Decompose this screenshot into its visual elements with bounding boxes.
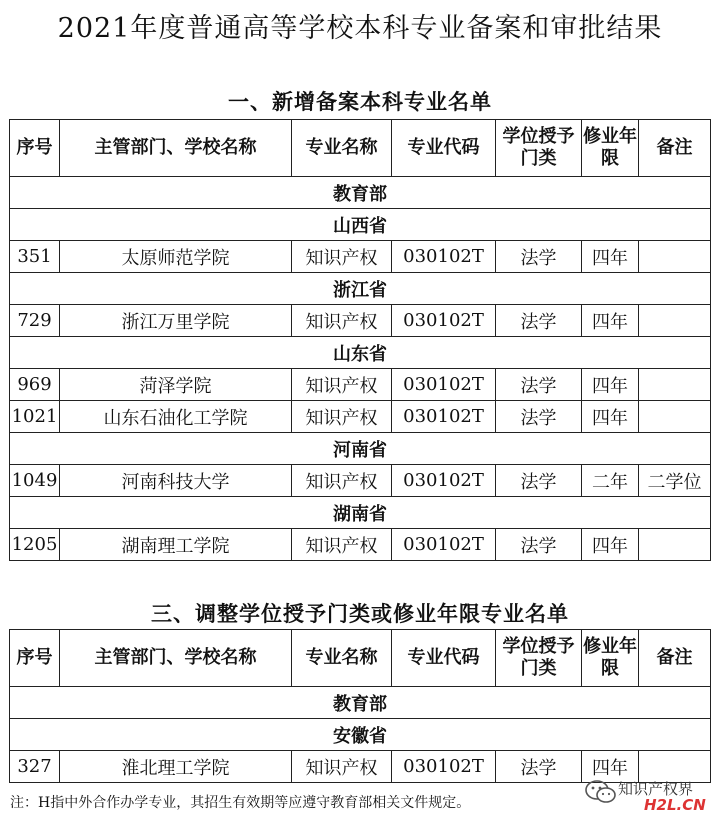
header-degree-category: 学位授予门类	[496, 120, 582, 177]
cell-remarks	[639, 241, 711, 273]
cell-school: 太原师范学院	[60, 241, 292, 273]
cell-remarks	[639, 305, 711, 337]
header-row	[10, 630, 711, 687]
section-title-adjusted-majors: 三、调整学位授予门类或修业年限专业名单	[151, 602, 569, 626]
cell-study-years: 二年	[582, 465, 639, 497]
group-label: 浙江省	[10, 273, 711, 305]
header-row	[10, 120, 711, 177]
group-label: 安徽省	[10, 719, 711, 751]
group-row	[10, 273, 711, 305]
cell-index: 327	[10, 751, 60, 783]
watermark-brand: H2L.CN	[644, 796, 706, 814]
cell-major-name: 知识产权	[292, 401, 392, 433]
group-row	[10, 433, 711, 465]
cell-index: 351	[10, 241, 60, 273]
cell-degree-category: 法学	[496, 529, 582, 561]
cell-study-years: 四年	[582, 241, 639, 273]
cell-school: 菏泽学院	[60, 369, 292, 401]
group-row	[10, 177, 711, 209]
group-row	[10, 337, 711, 369]
cell-major-code: 030102T	[392, 751, 496, 783]
cell-degree-category: 法学	[496, 751, 582, 783]
table-row	[10, 241, 711, 273]
header-remarks: 备注	[639, 120, 711, 177]
page-title: 2021年度普通高等学校本科专业备案和审批结果	[57, 13, 663, 44]
cell-school: 浙江万里学院	[60, 305, 292, 337]
section-title-new-majors: 一、新增备案本科专业名单	[228, 90, 492, 114]
cell-remarks	[639, 401, 711, 433]
header-study-years: 修业年限	[582, 120, 639, 177]
watermark-text: 知识产权界	[618, 780, 694, 798]
group-row	[10, 497, 711, 529]
footnote: 注：H指中外合作办学专业，其招生有效期等应遵守教育部相关文件规定。	[10, 795, 471, 811]
new-majors-table	[9, 119, 711, 561]
header-school: 主管部门、学校名称	[60, 630, 292, 687]
header-index: 序号	[10, 120, 60, 177]
adjusted-majors-table	[9, 629, 711, 783]
cell-index: 1205	[10, 529, 60, 561]
header-school: 主管部门、学校名称	[60, 120, 292, 177]
cell-index: 1049	[10, 465, 60, 497]
table-row	[10, 465, 711, 497]
cell-degree-category: 法学	[496, 241, 582, 273]
cell-major-name: 知识产权	[292, 465, 392, 497]
cell-study-years: 四年	[582, 369, 639, 401]
group-row	[10, 687, 711, 719]
cell-major-name: 知识产权	[292, 751, 392, 783]
header-study-years: 修业年限	[582, 630, 639, 687]
cell-school: 湖南理工学院	[60, 529, 292, 561]
cell-index: 1021	[10, 401, 60, 433]
header-degree-category: 学位授予门类	[496, 630, 582, 687]
header-major-name: 专业名称	[292, 120, 392, 177]
table-row	[10, 369, 711, 401]
cell-major-name: 知识产权	[292, 241, 392, 273]
cell-degree-category: 法学	[496, 369, 582, 401]
header-index: 序号	[10, 630, 60, 687]
cell-study-years: 四年	[582, 529, 639, 561]
header-major-code: 专业代码	[392, 120, 496, 177]
cell-remarks	[639, 369, 711, 401]
cell-major-name: 知识产权	[292, 305, 392, 337]
group-label: 湖南省	[10, 497, 711, 529]
cell-major-code: 030102T	[392, 241, 496, 273]
cell-major-name: 知识产权	[292, 529, 392, 561]
cell-school: 淮北理工学院	[60, 751, 292, 783]
wechat-logo-icon	[584, 778, 618, 806]
cell-remarks: 二学位	[639, 465, 711, 497]
cell-major-code: 030102T	[392, 465, 496, 497]
cell-major-code: 030102T	[392, 305, 496, 337]
cell-major-code: 030102T	[392, 401, 496, 433]
header-major-name: 专业名称	[292, 630, 392, 687]
header-remarks: 备注	[639, 630, 711, 687]
cell-degree-category: 法学	[496, 465, 582, 497]
cell-major-code: 030102T	[392, 369, 496, 401]
cell-major-name: 知识产权	[292, 369, 392, 401]
cell-degree-category: 法学	[496, 401, 582, 433]
header-major-code: 专业代码	[392, 630, 496, 687]
table-row	[10, 529, 711, 561]
group-label: 教育部	[10, 177, 711, 209]
group-row	[10, 209, 711, 241]
group-label: 山西省	[10, 209, 711, 241]
table-row	[10, 401, 711, 433]
cell-study-years: 四年	[582, 751, 639, 783]
group-label: 教育部	[10, 687, 711, 719]
cell-school: 山东石油化工学院	[60, 401, 292, 433]
cell-degree-category: 法学	[496, 305, 582, 337]
group-label: 河南省	[10, 433, 711, 465]
group-row	[10, 719, 711, 751]
table-row	[10, 305, 711, 337]
cell-school: 河南科技大学	[60, 465, 292, 497]
group-label: 山东省	[10, 337, 711, 369]
cell-index: 969	[10, 369, 60, 401]
cell-index: 729	[10, 305, 60, 337]
cell-major-code: 030102T	[392, 529, 496, 561]
cell-study-years: 四年	[582, 305, 639, 337]
cell-study-years: 四年	[582, 401, 639, 433]
watermark	[584, 776, 718, 814]
cell-remarks	[639, 529, 711, 561]
